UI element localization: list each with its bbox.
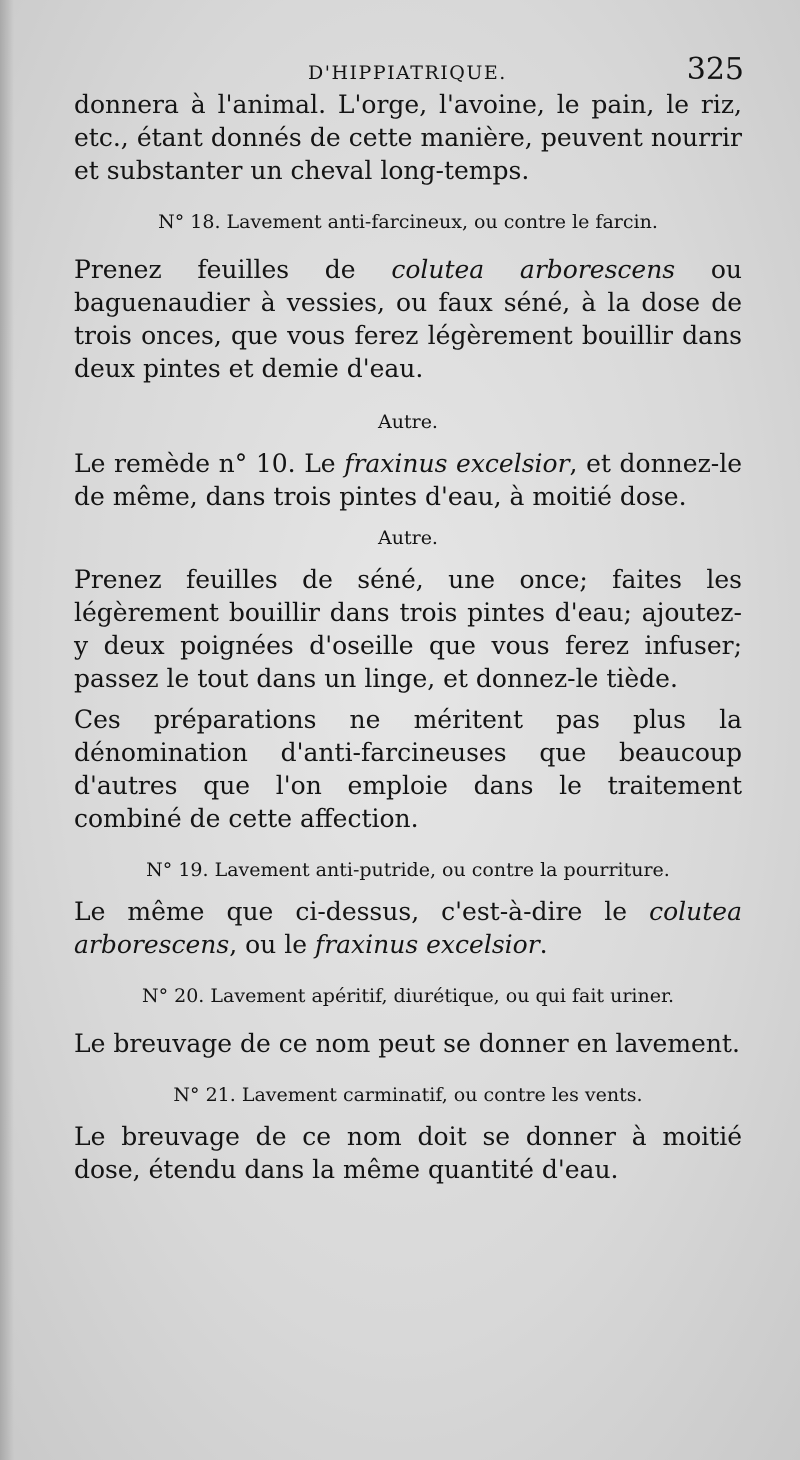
paragraph-recipe-21: Le breuvage de ce nom doit se donner à moitié dose, étendu dans la même quantité d'eau.: [74, 1122, 742, 1184]
running-title: D'HIPPIATRIQUE.: [308, 62, 507, 84]
text-run: Prenez feuilles de: [74, 255, 392, 284]
heading-recipe-18: N° 18. Lavement anti-farcineux, ou contre le farcin.: [158, 211, 658, 233]
page-body: [74, 88, 742, 1186]
paragraph-recipe-19: [74, 895, 742, 961]
paragraph-autre-1: [74, 447, 742, 513]
text-run: Le même que ci-dessus, c'est-à-dire le: [74, 897, 650, 926]
paragraph-recipe-20: Le breuvage de ce nom peut se donner en lavement.: [74, 1029, 740, 1058]
italic-term: colutea arborescens: [391, 255, 676, 284]
running-header: [74, 52, 744, 90]
paragraph-ces-preparations: Ces préparations ne méritent pas plus la dénomination d'anti-farcineuses que beaucoup d'autres que l'on emploie dans le traitement combiné de cette affection.: [74, 705, 742, 833]
page-number: 325: [686, 52, 744, 87]
heading-recipe-21: N° 21. Lavement carminatif, ou contre les vents.: [173, 1084, 643, 1106]
italic-term: fraxinus excelsior: [344, 449, 570, 478]
paragraph-autre-2: Prenez feuilles de séné, une once; faites les légèrement bouillir dans trois pintes d'eau; ajoutez-y deux poignées d'oseille que vous ferez infuser; passez le tout dans un linge, et donnez-le tiède.: [74, 565, 742, 693]
heading-recipe-20: N° 20. Lavement apéritif, diurétique, ou qui fait uriner.: [141, 985, 675, 1007]
text-run: , et donnez-le de même, dans trois pintes d'eau, à moitié dose.: [74, 449, 742, 511]
heading-autre: Autre.: [378, 527, 438, 549]
paragraph-intro: donnera à l'animal. L'orge, l'avoine, le pain, le riz, etc., étant donnés de cette manière, peuvent nourrir et substanter un cheval long-temps.: [74, 90, 742, 185]
text-run: , ou le: [229, 930, 315, 959]
heading-autre: Autre.: [378, 411, 438, 433]
text-run: .: [539, 930, 548, 959]
heading-recipe-19: N° 19. Lavement anti-putride, ou contre la pourriture.: [146, 859, 670, 881]
text-run: ou baguenaudier à vessies, ou faux séné, à la dose de trois onces, que vous ferez légèrement bouillir dans deux pintes et demie d'eau.: [74, 255, 742, 383]
italic-term: fraxinus excelsior: [314, 930, 540, 959]
page-edge-shadow: [0, 0, 14, 1460]
italic-term: colutea arborescens: [74, 897, 742, 959]
text-run: Le remède n° 10. Le: [74, 449, 345, 478]
paragraph-recipe-18: [74, 253, 742, 385]
